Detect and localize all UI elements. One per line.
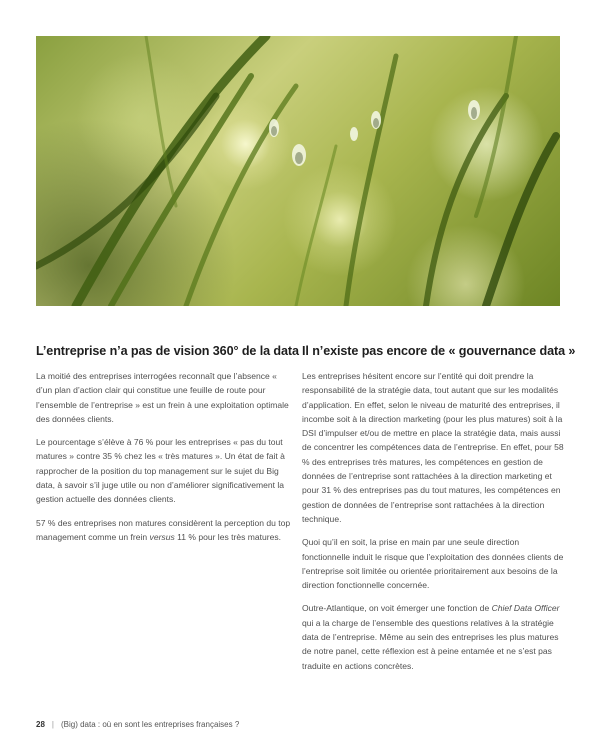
right-paragraph-3-italic: Chief Data Officer <box>491 603 560 614</box>
right-paragraph-3 <box>302 601 564 672</box>
footer-title: (Big) data : où en sont les entreprises françaises ? <box>60 720 240 729</box>
left-paragraph-2: Le pourcentage s’élève à 76 % pour les entreprises « pas du tout matures » contre 35 % chez les « très matures ». Un état de fait à rapprocher de la position du top management sur le sujet du Big data, à savoir s’il juge utile ou non d’améliorer significativement la gestion actuelle des données clients. <box>36 437 285 505</box>
left-paragraph-3-start: 57 % des entreprises non matures considèrent la perception du top management comme un frein <box>36 517 291 542</box>
left-paragraph-3 <box>36 516 294 545</box>
right-heading: Il n’existe pas encore de « gouvernance data » <box>302 344 576 358</box>
left-heading: L’entreprise n’a pas de vision 360° de la data <box>36 344 299 358</box>
footer-separator: | <box>51 720 54 729</box>
hero-photo-grass-dew <box>36 36 560 306</box>
right-paragraph-3-end: qui a la charge de l’ensemble des questions relatives à la stratégie data de l’entreprise. Même au sein des entreprises les plus matures de notre panel, cette réflexion est à peine entamée et ne s’est pas traduite en actions concrètes. <box>302 617 559 671</box>
left-paragraph-1: La moitié des entreprises interrogées reconnaît que l’absence « d’un plan d’action clair qui constitue une feuille de route pour l’ensemble de l’entreprise » est un frein à une exploitation optimale des données clients. <box>36 371 289 424</box>
right-paragraph-1: Les entreprises hésitent encore sur l’entité qui doit prendre la responsabilité de la stratégie data, tout autant que sur les modalités d’application. En effet, selon le niveau de maturité des entreprises, il incombe soit à la direction marketing (pour les plus matures) soit à la DSI d’impulser et/ou de mettre en place la stratégie data, mais aussi de concentrer les compétences data de l’entreprise. En effet, pour 58 % des entreprises très matures, les compétences en gestion de données de l’entreprise sont rattachées à la direction marketing et pour 31 % des entreprises pas du tout matures, les compétences en gestion de données de l’entreprise sont rattachées à la direction technique. <box>302 371 564 524</box>
grass-blades-illustration <box>36 36 560 306</box>
page-footer <box>36 720 239 729</box>
left-paragraph-3-italic: versus <box>149 531 175 542</box>
right-paragraph-3-start: Outre-Atlantique, on voit émerger une fonction de <box>302 603 492 614</box>
right-column <box>302 344 576 682</box>
left-column <box>36 344 299 553</box>
left-paragraph-3-end: 11 % pour les très matures. <box>174 531 281 542</box>
right-paragraph-2: Quoi qu’il en soit, la prise en main par une seule direction fonctionnelle induit le risque que l’exploitation des données clients de l’entreprise soit limitée ou orientée prioritairement aux besoins de la direction fonctionnelle concernée. <box>302 537 564 591</box>
page-number: 28 <box>36 720 45 729</box>
